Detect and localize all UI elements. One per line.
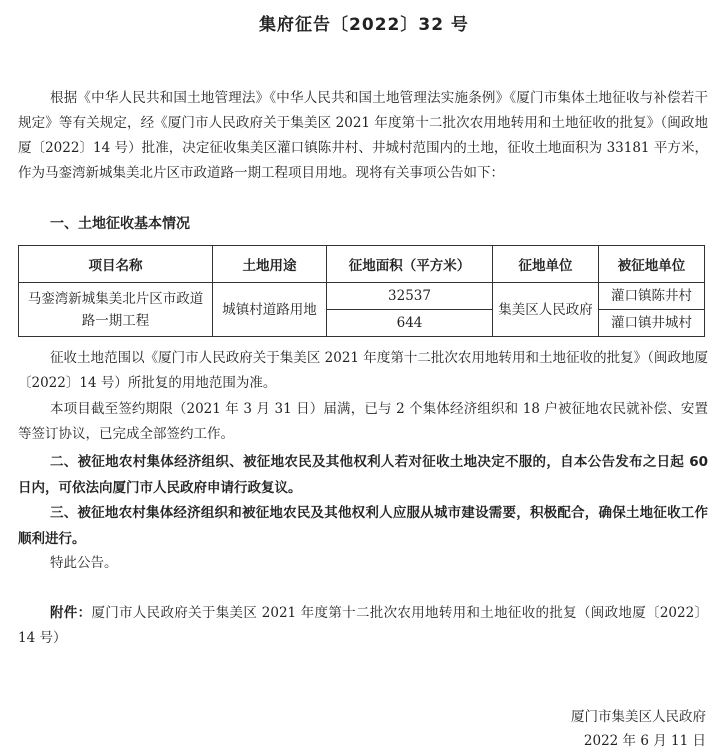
- signature-org: 厦门市集美区人民政府: [571, 709, 706, 725]
- table-row: [19, 283, 705, 310]
- cell-expropriated-unit-1: 灌口镇陈井村: [599, 283, 705, 310]
- land-info-table: [18, 245, 705, 337]
- attachment-paragraph: [18, 601, 708, 651]
- closing-paragraph: 特此公告。: [50, 555, 118, 571]
- cell-area-2: 644: [327, 310, 493, 337]
- cell-unit: 集美区人民政府: [493, 283, 599, 337]
- table-header-row: [19, 246, 705, 283]
- signing-paragraph: 本项目截至签约期限（2021 年 3 月 31 日）届满，已与 2 个集体经济组织和 18 户被征地农民就补偿、安置等签订协议，已完成全部签约工作。: [18, 401, 708, 442]
- cell-expropriated-unit-2: 灌口镇井城村: [599, 310, 705, 337]
- cell-land-use: 城镇村道路用地: [213, 283, 327, 337]
- section3-paragraph: 三、被征地农村集体经济组织和被征地农民及其他权利人应服从城市建设需要，积极配合，确保土地征收工作顺利进行。: [18, 505, 708, 547]
- scope-paragraph: 征收土地范围以《厦门市人民政府关于集美区 2021 年度第十二批次农用地转用和土地征收的批复》（闽政地厦〔2022〕14 号）所批复的用地范围为准。: [18, 350, 708, 391]
- header-land-use: 土地用途: [213, 246, 327, 283]
- header-project-name: 项目名称: [19, 246, 213, 283]
- section1-heading: 一、土地征收基本情况: [50, 216, 190, 232]
- header-area: 征地面积（平方米）: [327, 246, 493, 283]
- attachment-label: 附件：: [50, 605, 92, 621]
- notice-title: 集府征告〔2022〕32 号: [259, 15, 469, 35]
- cell-area-1: 32537: [327, 283, 493, 310]
- cell-project-name: 马銮湾新城集美北片区市政道路一期工程: [19, 283, 213, 337]
- intro-paragraph: 根据《中华人民共和国土地管理法》《中华人民共和国土地管理法实施条例》《厦门市集体土地征收与补偿若干规定》等有关规定，经《厦门市人民政府关于集美区 2021 年度第十二批次农用地转用和土地征收的批复》（闽政地厦〔2022〕14 号）批准，决定征收集美区灌口镇陈井村、井城村范围内的土地，征收土地面积为 33181 平方米，作为马銮湾新城集美北片区市政道路一期工程项目用地。现将有关事项公告如下：: [18, 90, 708, 181]
- signature-date: 2022 年 6 月 11 日: [583, 733, 706, 749]
- section2-paragraph: 二、被征地农村集体经济组织、被征地农民及其他权利人若对征收土地决定不服的，自本公告发布之日起 60 日内，可依法向厦门市人民政府申请行政复议。: [18, 454, 708, 496]
- header-unit: 征地单位: [493, 246, 599, 283]
- header-expropriated-unit: 被征地单位: [599, 246, 705, 283]
- attachment-text: 厦门市人民政府关于集美区 2021 年度第十二批次农用地转用和土地征收的批复（闽政地厦〔2022〕14 号）: [18, 605, 709, 646]
